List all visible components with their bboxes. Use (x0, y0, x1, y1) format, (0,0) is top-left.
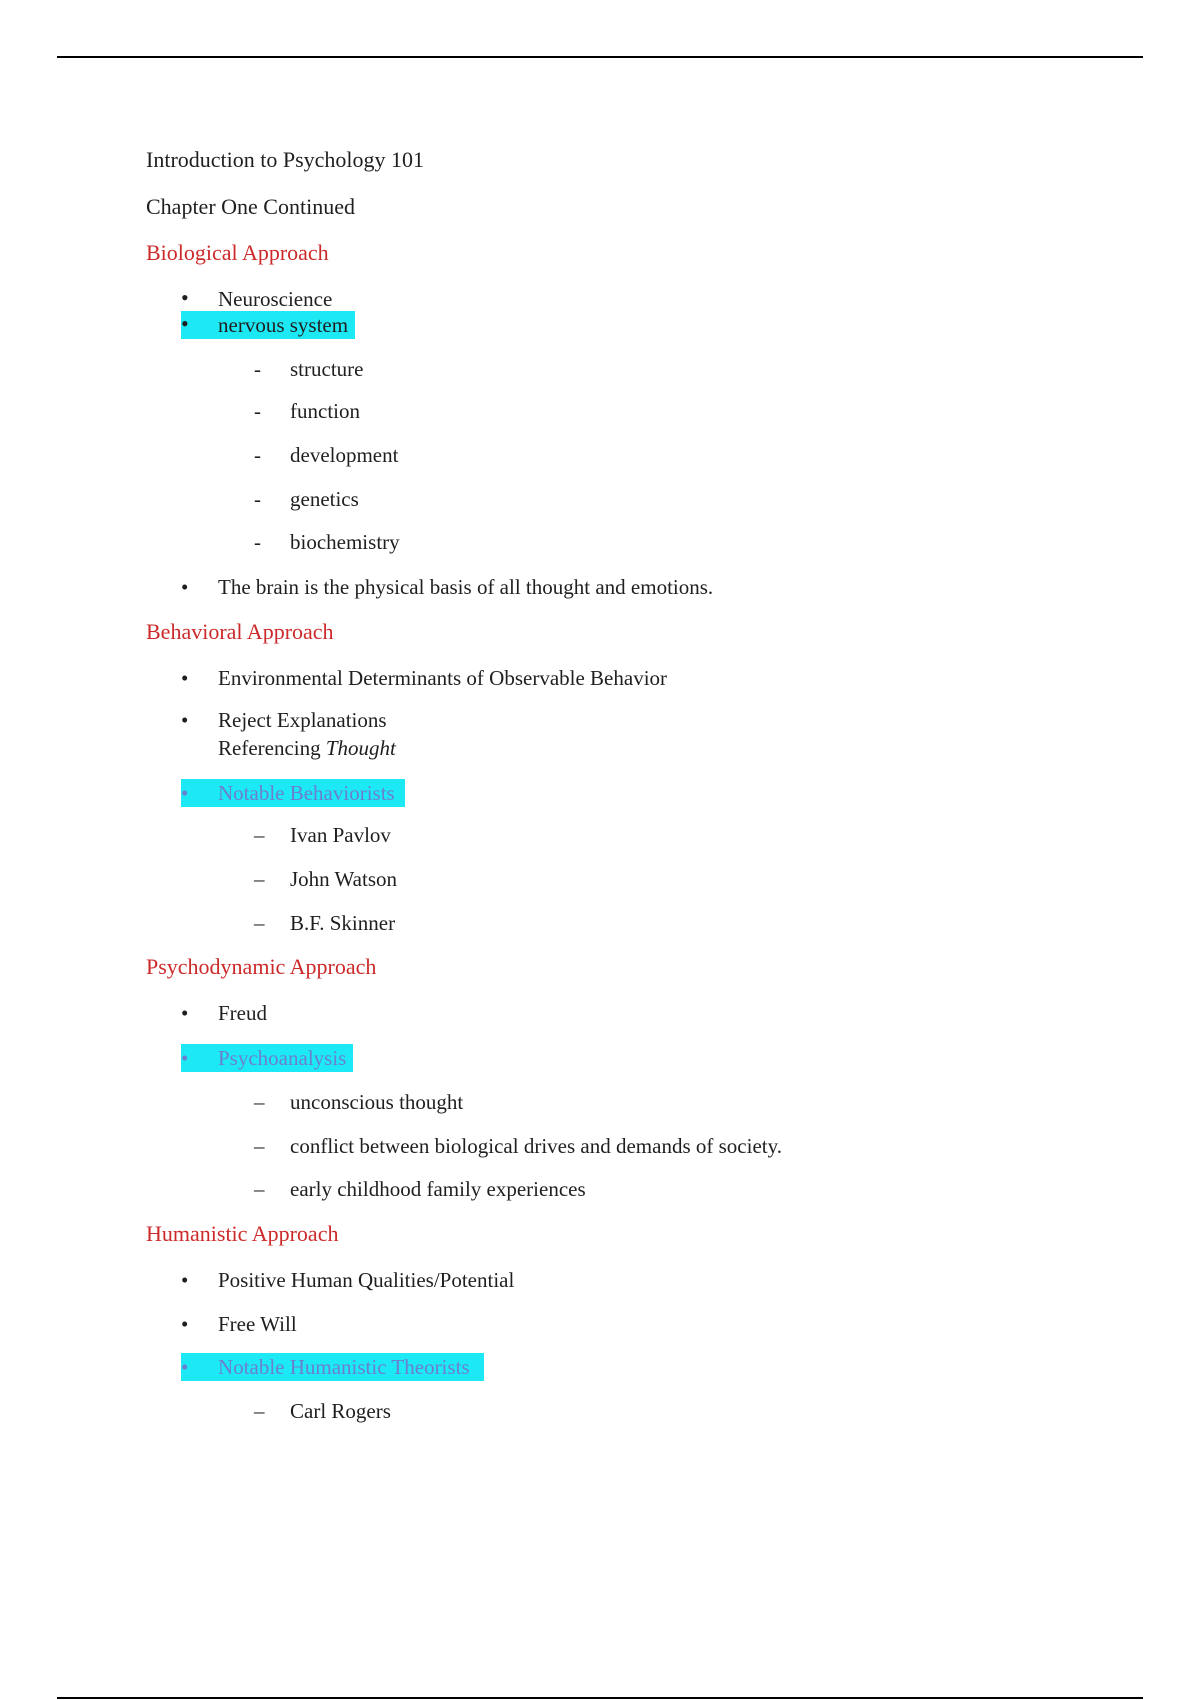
dash-icon: - (254, 530, 261, 554)
bullet-icon: • (181, 1312, 189, 1336)
chapter-subtitle: Chapter One Continued (146, 194, 355, 219)
bullet-icon: • (181, 781, 189, 805)
dash-icon: – (254, 1090, 265, 1114)
dash-icon: – (254, 867, 265, 891)
bullet-icon: • (181, 1355, 189, 1379)
biological-heading: Biological Approach (146, 240, 329, 265)
dash-icon: - (254, 399, 261, 423)
dash-icon: – (254, 1134, 265, 1158)
humanistic-heading: Humanistic Approach (146, 1221, 339, 1246)
bullet-icon: • (181, 575, 189, 599)
dash-icon: – (254, 823, 265, 847)
dash-icon: - (254, 487, 261, 511)
behavioral-heading: Behavioral Approach (146, 619, 334, 644)
dash-icon: - (254, 357, 261, 381)
dash-icon: – (254, 911, 265, 935)
bullet-icon: • (181, 666, 189, 690)
bullet-icon: • (181, 708, 189, 732)
psychodynamic-heading: Psychodynamic Approach (146, 954, 377, 979)
bullet-icon: • (181, 1001, 189, 1025)
dash-icon: – (254, 1177, 265, 1201)
dash-icon: - (254, 443, 261, 467)
document-title: Introduction to Psychology 101 (146, 147, 425, 172)
bullet-icon: • (181, 311, 189, 336)
bullet-icon: • (181, 285, 189, 310)
top-rule (57, 56, 1143, 58)
bottom-rule (57, 1697, 1143, 1699)
bullet-icon: • (181, 1268, 189, 1292)
bullet-icon: • (181, 1046, 189, 1070)
dash-icon: – (254, 1399, 265, 1423)
